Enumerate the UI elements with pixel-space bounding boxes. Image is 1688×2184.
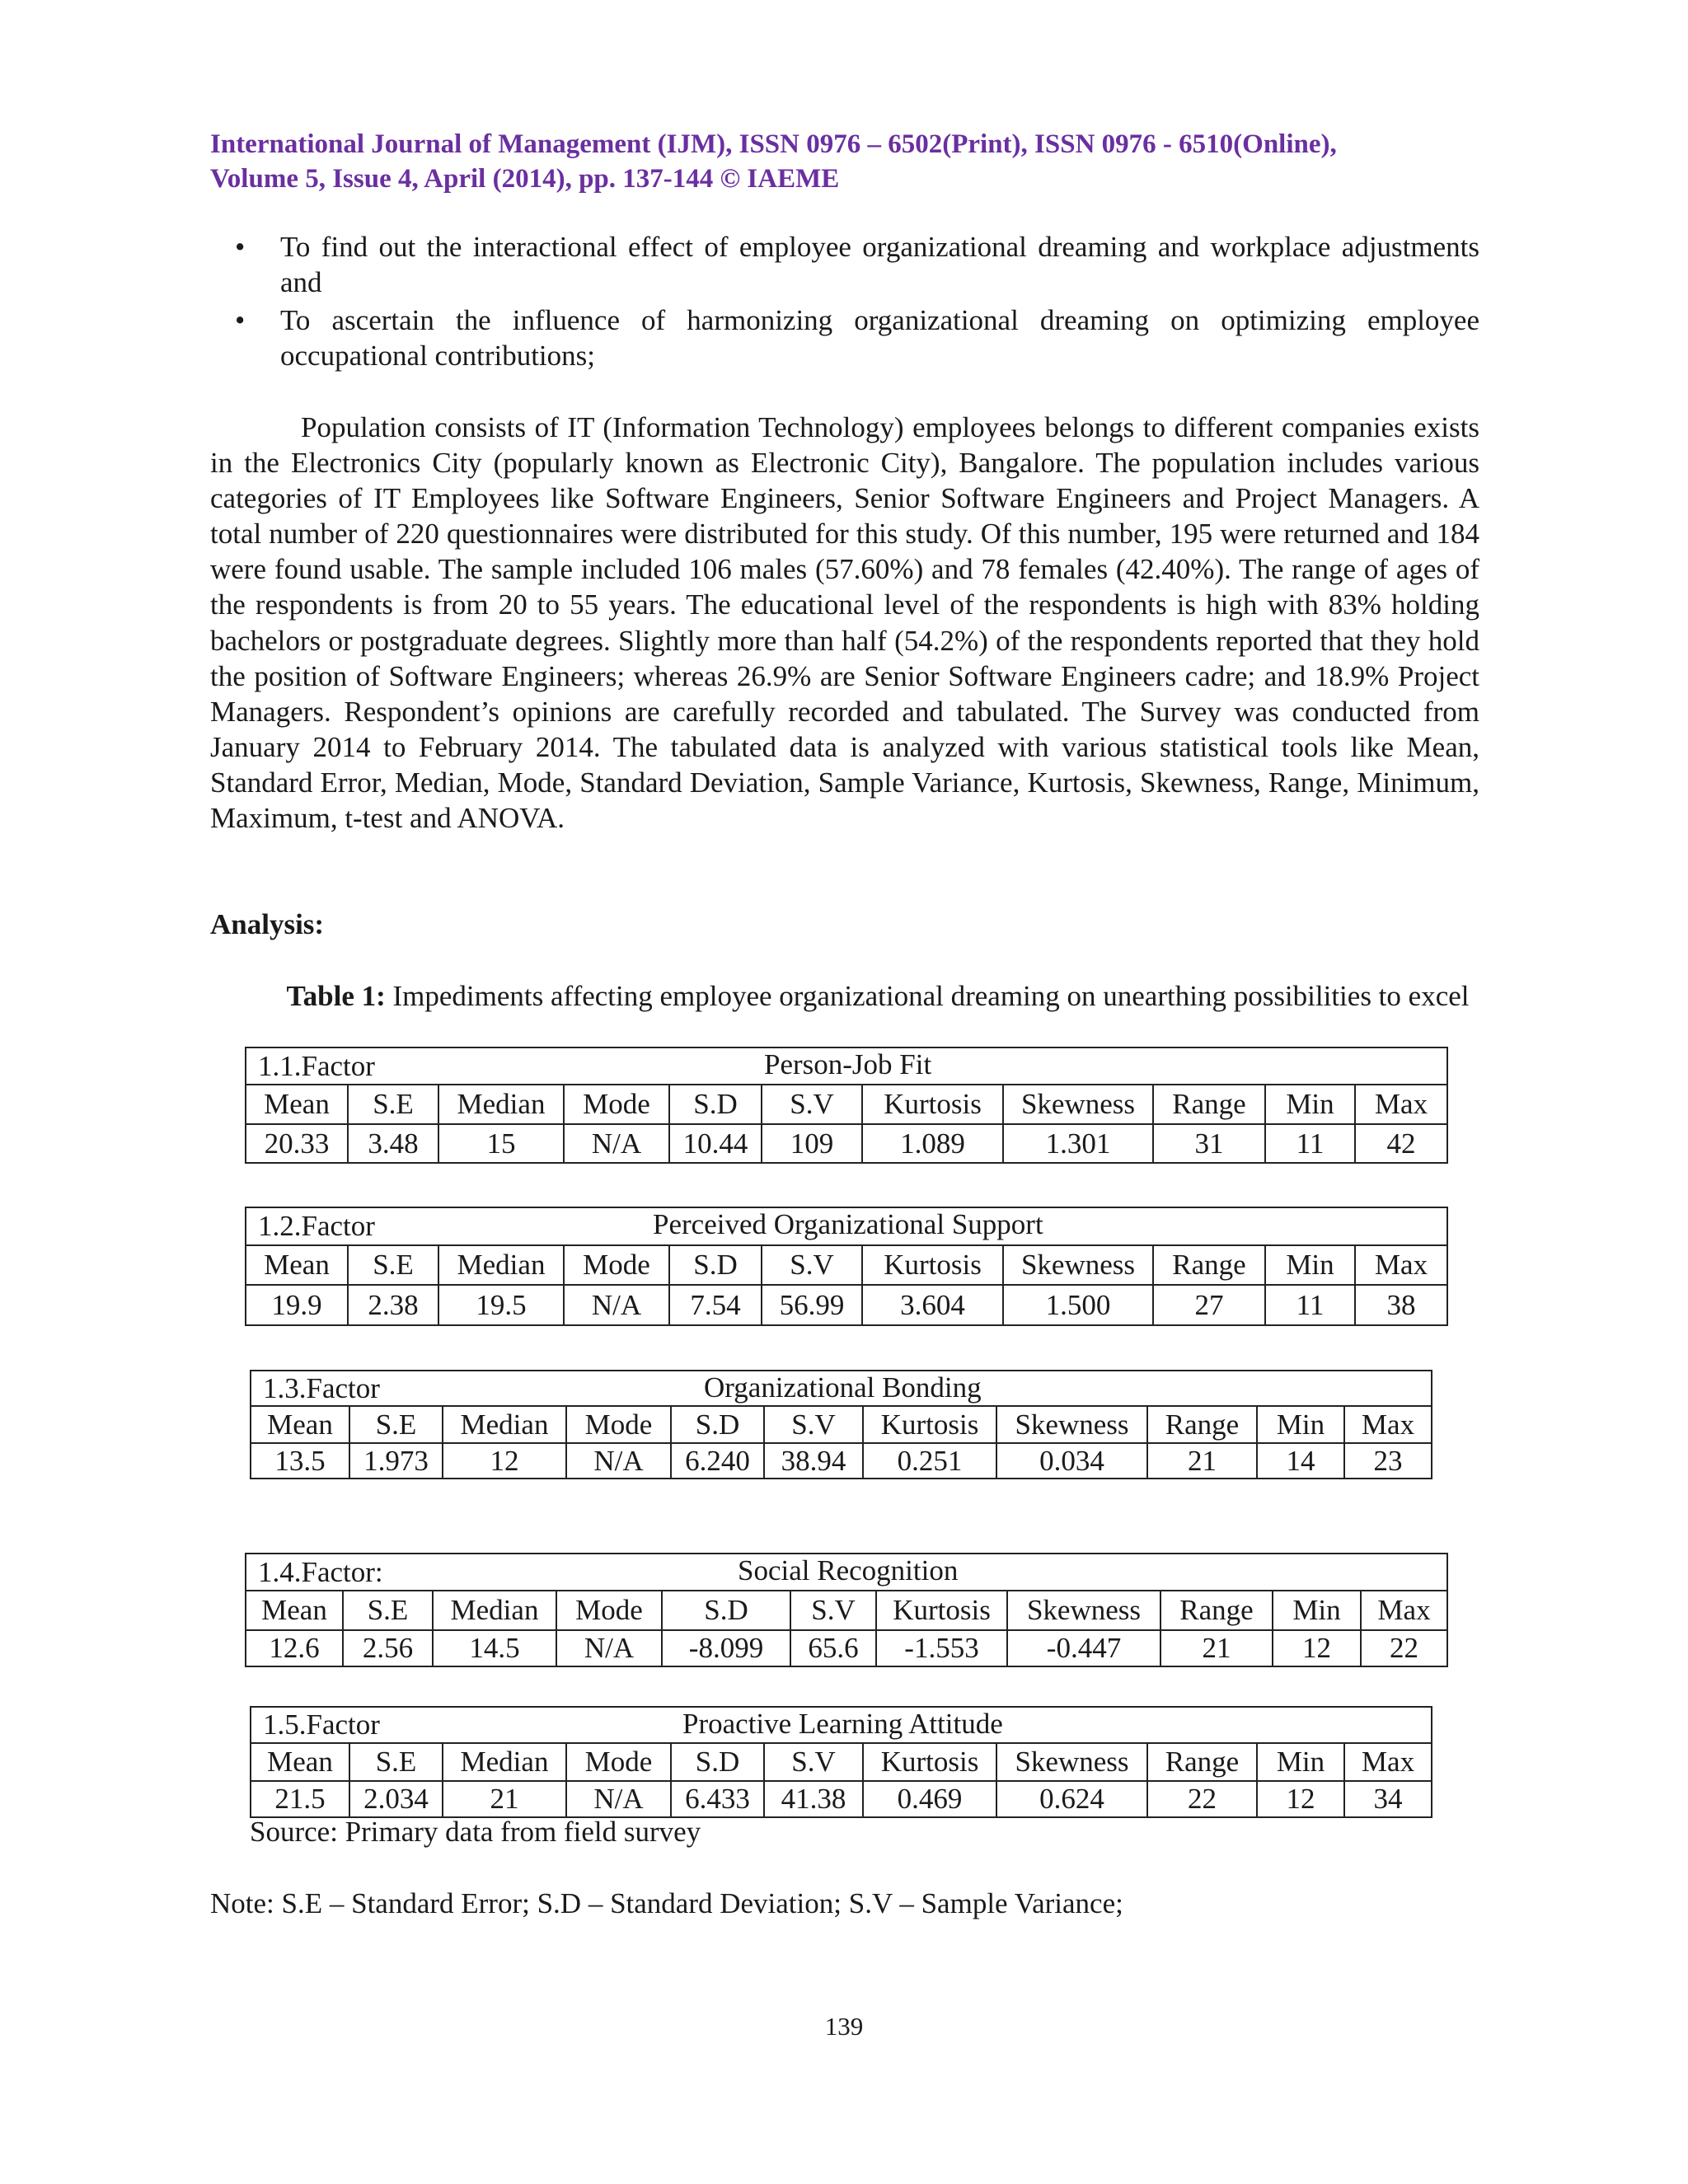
column-header: S.V	[762, 1085, 862, 1124]
column-header: Median	[438, 1245, 564, 1285]
bullet-icon: •	[235, 304, 246, 336]
factor-table	[245, 1553, 1448, 1667]
column-header: Range	[1147, 1743, 1257, 1781]
analysis-heading: Analysis:	[210, 908, 325, 940]
table-cell: 65.6	[790, 1630, 876, 1666]
table-cell: 31	[1153, 1124, 1265, 1163]
column-header: Mean	[246, 1085, 348, 1124]
column-header: Range	[1153, 1245, 1265, 1285]
table-row	[246, 1285, 1447, 1325]
table-cell: -8.099	[662, 1630, 790, 1666]
column-header: Max	[1355, 1085, 1447, 1124]
column-header: S.E	[348, 1245, 438, 1285]
table-cell: 12	[1257, 1781, 1344, 1817]
table-cell: 1.301	[1003, 1124, 1153, 1163]
column-header: Skewness	[1003, 1085, 1153, 1124]
column-header: Skewness	[1003, 1245, 1153, 1285]
list-item: • To ascertain the influence of harmonizing organizational dreaming on optimizing employee occupational contributions;	[235, 304, 1479, 372]
table-cell: 0.034	[996, 1443, 1147, 1479]
factor-label: 1.1.Factor	[258, 1049, 375, 1082]
column-header: Max	[1361, 1591, 1447, 1630]
column-header: S.E	[349, 1406, 443, 1443]
table-row	[246, 1124, 1447, 1163]
table-cell: 12	[1273, 1630, 1361, 1666]
table-row	[246, 1630, 1447, 1666]
journal-header-line1: International Journal of Management (IJM), ISSN 0976 – 6502(Print), ISSN 0976 - 6510(Online),	[210, 129, 1337, 159]
factor-label: 1.5.Factor	[263, 1708, 380, 1741]
factor-table	[245, 1207, 1448, 1326]
table-cell: 23	[1344, 1443, 1432, 1479]
table-caption-text: Impediments affecting employee organizational dreaming on unearthing possibilities to excel	[385, 980, 1470, 1012]
table-cell: N/A	[556, 1630, 662, 1666]
table-cell: 10.44	[669, 1124, 762, 1163]
table-cell: 0.624	[996, 1781, 1147, 1817]
column-header: Mean	[251, 1743, 349, 1781]
table-cell: 27	[1153, 1285, 1265, 1325]
column-header: Range	[1160, 1591, 1273, 1630]
table-cell: 41.38	[764, 1781, 863, 1817]
column-header: Skewness	[996, 1743, 1147, 1781]
population-paragraph: Population consists of IT (Information Technology) employees belongs to different companies exists in the Electronics City (popularly known as Electronic City), Bangalore. The population includes various categories of IT Employees like Software Engineers, Senior Software Engineers and Project Managers. A total number of 220 questionnaires were distributed for this study. Of this number, 195 were returned and 184 were found usable. The sample included 106 males (57.60%) and 78 females (42.40%). The range of ages of the respondents is from 20 to 55 years. The educational level of the respondents is high with 83% holding bachelors or postgraduate degrees. Slightly more than half (54.2%) of the respondents reported that they hold the position of Software Engineers; whereas 26.9% are Senior Software Engineers cadre; and 18.9% Project Managers. Respondent’s opinions are carefully recorded and tabulated. The Survey was conducted from January 2014 to February 2014. The tabulated data is analyzed with various statistical tools like Mean, Standard Error, Median, Mode, Standard Deviation, Sample Variance, Kurtosis, Skewness, Range, Minimum, Maximum, t-test and ANOVA.	[210, 411, 1479, 835]
column-header: Mode	[564, 1085, 669, 1124]
column-header: Median	[433, 1591, 556, 1630]
column-header: S.D	[671, 1743, 764, 1781]
page-number: 139	[824, 2012, 864, 2041]
factor-title-cell	[246, 1207, 1447, 1245]
table-cell: 19.5	[438, 1285, 564, 1325]
column-header: Median	[443, 1743, 566, 1781]
column-header: Mode	[566, 1406, 671, 1443]
column-header: S.E	[348, 1085, 438, 1124]
bullet-icon: •	[235, 231, 246, 263]
table-cell: 21	[443, 1781, 566, 1817]
table-cell: 14	[1257, 1443, 1344, 1479]
column-header: Skewness	[1007, 1591, 1160, 1630]
table-cell: 20.33	[246, 1124, 348, 1163]
table-cell: 22	[1147, 1781, 1257, 1817]
factor-name: Person-Job Fit	[764, 1048, 932, 1080]
table-cell: 42	[1355, 1124, 1447, 1163]
table-cell: 21.5	[251, 1781, 349, 1817]
table-cell: 15	[438, 1124, 564, 1163]
objectives-list	[210, 229, 1479, 376]
column-header: S.V	[764, 1743, 863, 1781]
abbreviation-note: Note: S.E – Standard Error; S.D – Standard Deviation; S.V – Sample Variance;	[210, 1887, 1123, 1919]
table-cell: 38.94	[764, 1443, 863, 1479]
column-header: S.D	[669, 1245, 762, 1285]
table-cell: 12	[443, 1443, 566, 1479]
table-cell: 13.5	[251, 1443, 349, 1479]
table-cell: 1.500	[1003, 1285, 1153, 1325]
factor-label: 1.2.Factor	[258, 1210, 375, 1242]
table-cell: N/A	[566, 1781, 671, 1817]
column-header: Min	[1265, 1085, 1355, 1124]
table-cell: 6.240	[671, 1443, 764, 1479]
factor-table	[250, 1370, 1432, 1479]
table-cell: -1.553	[876, 1630, 1007, 1666]
column-header: Kurtosis	[862, 1245, 1003, 1285]
table-cell: N/A	[566, 1443, 671, 1479]
column-header: Mode	[556, 1591, 662, 1630]
journal-header-line2: Volume 5, Issue 4, April (2014), pp. 137-144 © IAEME	[210, 164, 840, 194]
column-header: S.V	[764, 1406, 863, 1443]
column-header: Range	[1147, 1406, 1257, 1443]
table-cell: 38	[1355, 1285, 1447, 1325]
table-cell: 1.089	[862, 1124, 1003, 1163]
factor-name: Proactive Learning Attitude	[682, 1708, 1003, 1740]
factor-name: Social Recognition	[738, 1554, 959, 1586]
table-cell: 0.469	[863, 1781, 996, 1817]
table-cell: 7.54	[669, 1285, 762, 1325]
factor-title-cell	[251, 1707, 1432, 1743]
table-cell: 2.38	[348, 1285, 438, 1325]
column-header: Mean	[246, 1245, 348, 1285]
column-header: Kurtosis	[876, 1591, 1007, 1630]
column-header: Mean	[251, 1406, 349, 1443]
column-header: Mode	[566, 1743, 671, 1781]
table-cell: 56.99	[762, 1285, 862, 1325]
table-cell: 19.9	[246, 1285, 348, 1325]
table-cell: 0.251	[863, 1443, 996, 1479]
source-note: Source: Primary data from field survey	[250, 1816, 701, 1848]
column-header: Mean	[246, 1591, 343, 1630]
factor-name: Organizational Bonding	[704, 1371, 982, 1404]
table-caption-label: Table 1:	[286, 980, 386, 1012]
table-cell: 109	[762, 1124, 862, 1163]
table-caption	[210, 979, 1545, 1014]
table-cell: -0.447	[1007, 1630, 1160, 1666]
column-header: Max	[1344, 1743, 1432, 1781]
column-header: Min	[1257, 1743, 1344, 1781]
table-cell: 21	[1147, 1443, 1257, 1479]
column-header: Median	[443, 1406, 566, 1443]
journal-header	[210, 127, 1479, 196]
column-header: S.D	[669, 1085, 762, 1124]
factor-title-cell	[251, 1371, 1432, 1406]
table-cell: N/A	[564, 1124, 669, 1163]
column-header: S.D	[662, 1591, 790, 1630]
column-header: Kurtosis	[863, 1743, 996, 1781]
table-cell: 1.973	[349, 1443, 443, 1479]
factor-label: 1.4.Factor:	[258, 1555, 383, 1588]
table-cell: 11	[1265, 1285, 1355, 1325]
factor-label: 1.3.Factor	[263, 1371, 380, 1404]
column-header: S.E	[343, 1591, 433, 1630]
list-item: • To find out the interactional effect of employee organizational dreaming and workplace adjustments and	[235, 231, 1479, 298]
factor-table	[250, 1706, 1432, 1818]
factor-name: Perceived Organizational Support	[653, 1208, 1043, 1240]
table-cell: 34	[1344, 1781, 1432, 1817]
column-header: S.E	[349, 1743, 443, 1781]
table-cell: 6.433	[671, 1781, 764, 1817]
column-header: S.D	[671, 1406, 764, 1443]
column-header: Min	[1265, 1245, 1355, 1285]
table-cell: 2.56	[343, 1630, 433, 1666]
factor-title-cell	[246, 1554, 1447, 1591]
table-row	[251, 1443, 1432, 1479]
column-header: Range	[1153, 1085, 1265, 1124]
column-header: Max	[1355, 1245, 1447, 1285]
factor-table	[245, 1047, 1448, 1164]
table-cell: 14.5	[433, 1630, 556, 1666]
table-cell: 3.604	[862, 1285, 1003, 1325]
table-cell: 22	[1361, 1630, 1447, 1666]
table-cell: 21	[1160, 1630, 1273, 1666]
table-row	[251, 1781, 1432, 1817]
table-cell: 11	[1265, 1124, 1355, 1163]
table-cell: 12.6	[246, 1630, 343, 1666]
column-header: Skewness	[996, 1406, 1147, 1443]
column-header: Max	[1344, 1406, 1432, 1443]
column-header: Kurtosis	[863, 1406, 996, 1443]
column-header: Kurtosis	[862, 1085, 1003, 1124]
column-header: S.V	[762, 1245, 862, 1285]
table-cell: N/A	[564, 1285, 669, 1325]
table-cell: 2.034	[349, 1781, 443, 1817]
factor-title-cell	[246, 1047, 1447, 1085]
column-header: Min	[1257, 1406, 1344, 1443]
column-header: Median	[438, 1085, 564, 1124]
table-cell: 3.48	[348, 1124, 438, 1163]
column-header: S.V	[790, 1591, 876, 1630]
column-header: Min	[1273, 1591, 1361, 1630]
column-header: Mode	[564, 1245, 669, 1285]
